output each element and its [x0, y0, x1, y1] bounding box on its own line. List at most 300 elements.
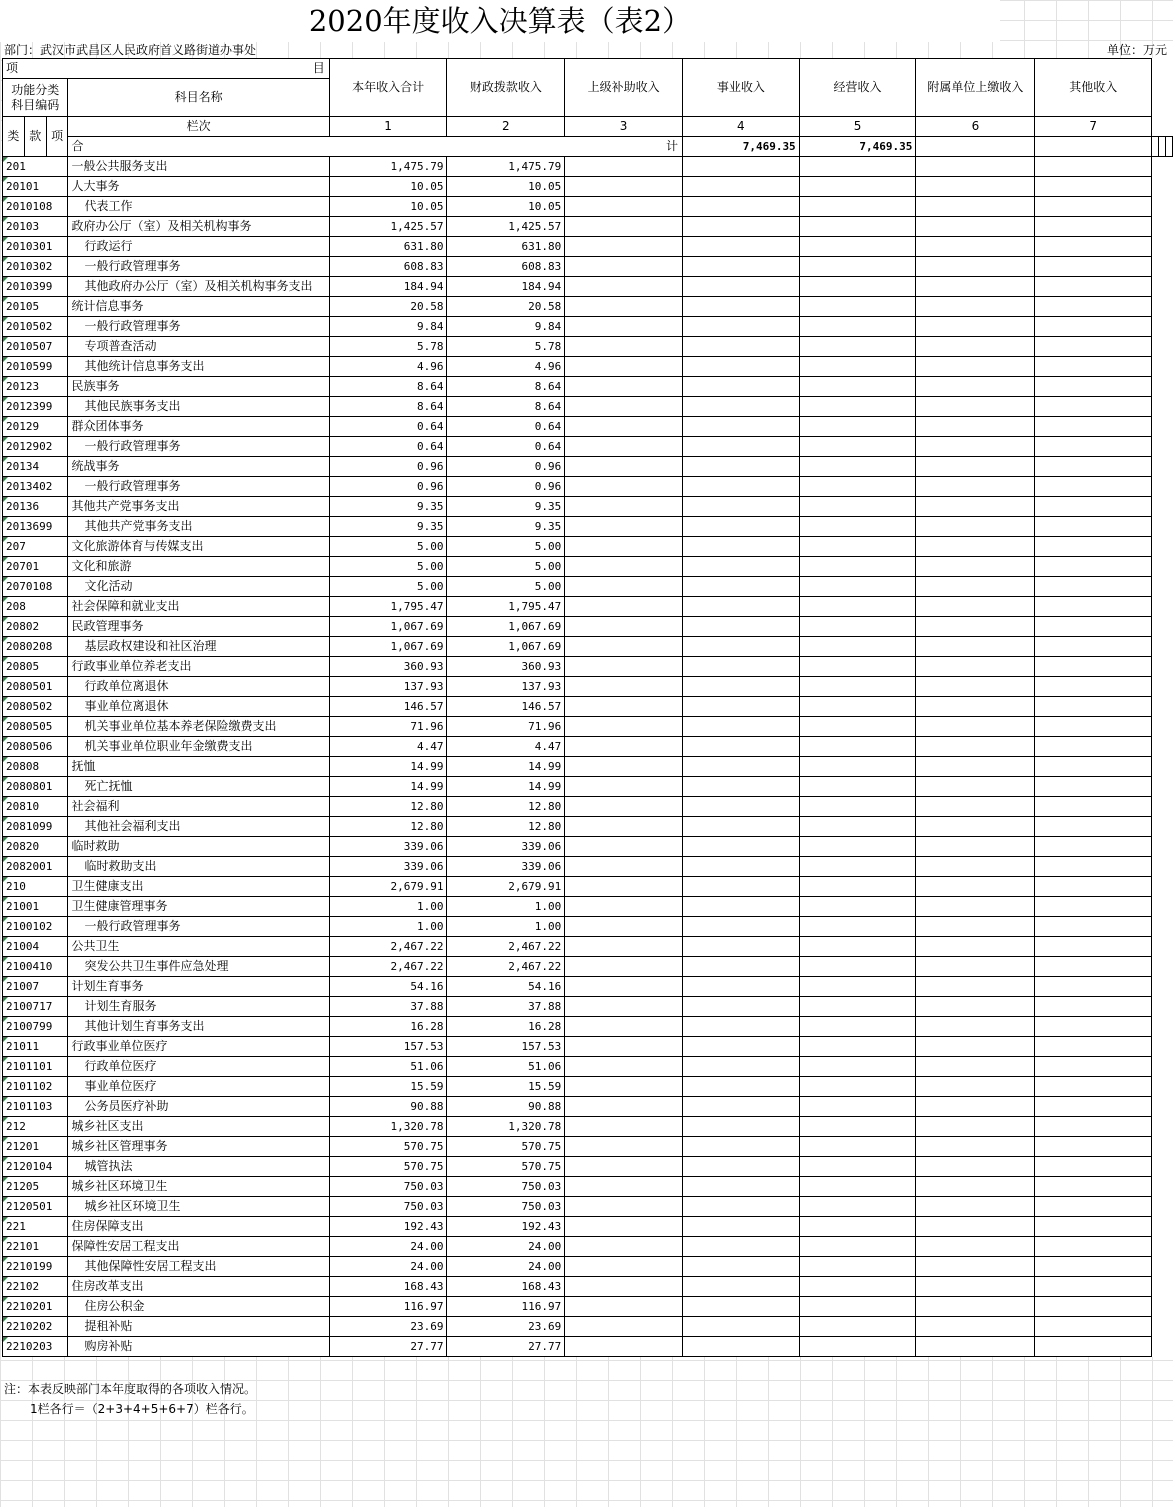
row-code: 2101103 [3, 1097, 68, 1117]
row-c4 [682, 397, 799, 417]
row-name: 公共卫生 [68, 937, 329, 957]
row-code: 2210199 [3, 1257, 68, 1277]
row-code: 22102 [3, 1277, 68, 1297]
row-c7 [1035, 1317, 1152, 1337]
row-c2: 2,679.91 [447, 877, 565, 897]
row-c5 [799, 1317, 916, 1337]
row-c2: 570.75 [447, 1137, 565, 1157]
row-c1: 5.78 [329, 337, 447, 357]
row-c1: 168.43 [329, 1277, 447, 1297]
col-header-1: 本年收入合计 [329, 59, 447, 117]
row-c5 [799, 757, 916, 777]
row-c6 [916, 497, 1035, 517]
row-c4 [682, 737, 799, 757]
row-c6 [916, 1257, 1035, 1277]
row-c6 [916, 397, 1035, 417]
table-row [3, 1057, 1173, 1077]
row-c4 [682, 1117, 799, 1137]
row-c7 [1035, 1257, 1152, 1277]
row-c6 [916, 337, 1035, 357]
row-c7 [1035, 317, 1152, 337]
row-c5 [799, 277, 916, 297]
row-c7 [1035, 537, 1152, 557]
row-c4 [682, 797, 799, 817]
row-name: 公务员医疗补助 [68, 1097, 329, 1117]
row-c3 [565, 857, 683, 877]
row-c6 [916, 1217, 1035, 1237]
row-code: 2100102 [3, 917, 68, 937]
row-c1: 750.03 [329, 1197, 447, 1217]
row-c3 [565, 997, 683, 1017]
row-c7 [1035, 557, 1152, 577]
row-code: 20808 [3, 757, 68, 777]
row-c5 [799, 737, 916, 757]
row-c1: 750.03 [329, 1177, 447, 1197]
row-c1: 137.93 [329, 677, 447, 697]
row-code: 2100799 [3, 1017, 68, 1037]
row-c4 [682, 1297, 799, 1317]
row-c5 [799, 1057, 916, 1077]
row-code: 2080208 [3, 637, 68, 657]
row-c1: 8.64 [329, 397, 447, 417]
row-c1: 12.80 [329, 797, 447, 817]
row-c7 [1035, 517, 1152, 537]
row-c4 [682, 917, 799, 937]
table-row [3, 997, 1173, 1017]
row-c1: 9.84 [329, 317, 447, 337]
table-row [3, 677, 1173, 697]
row-c1: 20.58 [329, 297, 447, 317]
row-c4 [682, 1217, 799, 1237]
row-c1: 1,067.69 [329, 617, 447, 637]
row-name: 城管执法 [68, 1157, 329, 1177]
row-c1: 570.75 [329, 1137, 447, 1157]
row-c7 [1035, 937, 1152, 957]
table-row [3, 1097, 1173, 1117]
row-c7 [1035, 297, 1152, 317]
row-code: 21201 [3, 1137, 68, 1157]
row-c2: 5.00 [447, 537, 565, 557]
row-c7 [1035, 897, 1152, 917]
row-c1: 10.05 [329, 197, 447, 217]
row-c5 [799, 937, 916, 957]
row-name: 住房保障支出 [68, 1217, 329, 1237]
row-c2: 5.78 [447, 337, 565, 357]
row-c3 [565, 257, 683, 277]
row-c2: 157.53 [447, 1037, 565, 1057]
row-c3 [565, 777, 683, 797]
row-c1: 2,467.22 [329, 957, 447, 977]
row-c1: 0.96 [329, 457, 447, 477]
row-c7 [1035, 577, 1152, 597]
row-c3 [565, 317, 683, 337]
table-row [3, 1237, 1173, 1257]
row-c3 [565, 557, 683, 577]
row-c3 [565, 717, 683, 737]
row-code: 2080801 [3, 777, 68, 797]
table-row [3, 717, 1173, 737]
row-c5 [799, 1117, 916, 1137]
row-c2: 184.94 [447, 277, 565, 297]
row-c3 [565, 677, 683, 697]
table-row [3, 917, 1173, 937]
table-row [3, 357, 1173, 377]
row-name: 死亡抚恤 [68, 777, 329, 797]
row-c4 [682, 997, 799, 1017]
row-name: 民族事务 [68, 377, 329, 397]
row-c6 [916, 1097, 1035, 1117]
row-c2: 339.06 [447, 857, 565, 877]
row-c1: 1,320.78 [329, 1117, 447, 1137]
total-row [3, 137, 1173, 157]
row-code: 20802 [3, 617, 68, 637]
row-code: 20101 [3, 177, 68, 197]
row-c4 [682, 457, 799, 477]
table-row [3, 697, 1173, 717]
total-c1: 7,469.35 [682, 137, 799, 157]
row-name: 一般行政管理事务 [68, 257, 329, 277]
table-row [3, 657, 1173, 677]
row-c6 [916, 297, 1035, 317]
row-code: 21004 [3, 937, 68, 957]
row-c2: 15.59 [447, 1077, 565, 1097]
row-c6 [916, 777, 1035, 797]
row-c6 [916, 937, 1035, 957]
row-c1: 15.59 [329, 1077, 447, 1097]
row-c1: 1,795.47 [329, 597, 447, 617]
row-c7 [1035, 177, 1152, 197]
row-c6 [916, 537, 1035, 557]
row-c7 [1035, 677, 1152, 697]
table-row [3, 1077, 1173, 1097]
table-row [3, 777, 1173, 797]
table-row [3, 1337, 1173, 1357]
row-c3 [565, 157, 683, 177]
row-name: 购房补贴 [68, 1337, 329, 1357]
row-code: 2101102 [3, 1077, 68, 1097]
row-c5 [799, 1017, 916, 1037]
row-c1: 16.28 [329, 1017, 447, 1037]
row-c5 [799, 997, 916, 1017]
row-c3 [565, 797, 683, 817]
row-c2: 1.00 [447, 917, 565, 937]
row-name: 卫生健康管理事务 [68, 897, 329, 917]
row-c4 [682, 1077, 799, 1097]
row-c6 [916, 1037, 1035, 1057]
row-c6 [916, 177, 1035, 197]
row-c6 [916, 517, 1035, 537]
row-c5 [799, 1257, 916, 1277]
row-c2: 4.96 [447, 357, 565, 377]
row-c7 [1035, 957, 1152, 977]
table-row [3, 477, 1173, 497]
table-row [3, 977, 1173, 997]
table-row [3, 1037, 1173, 1057]
row-c4 [682, 417, 799, 437]
row-c3 [565, 957, 683, 977]
row-c6 [916, 1237, 1035, 1257]
col-num-1: 1 [329, 117, 447, 137]
row-c7 [1035, 917, 1152, 937]
row-c2: 16.28 [447, 1017, 565, 1037]
row-name: 计划生育服务 [68, 997, 329, 1017]
header-lanci: 栏次 [68, 117, 329, 137]
row-c3 [565, 537, 683, 557]
row-c4 [682, 1237, 799, 1257]
row-c2: 14.99 [447, 757, 565, 777]
row-c3 [565, 577, 683, 597]
row-c5 [799, 157, 916, 177]
row-c5 [799, 917, 916, 937]
row-name: 城乡社区管理事务 [68, 1137, 329, 1157]
row-c3 [565, 1297, 683, 1317]
row-c1: 5.00 [329, 557, 447, 577]
row-c7 [1035, 417, 1152, 437]
row-c6 [916, 437, 1035, 457]
table-row [3, 1197, 1173, 1217]
row-c2: 168.43 [447, 1277, 565, 1297]
row-c7 [1035, 197, 1152, 217]
row-c4 [682, 817, 799, 837]
row-c1: 5.00 [329, 537, 447, 557]
row-c3 [565, 1077, 683, 1097]
row-c6 [916, 377, 1035, 397]
row-code: 2120104 [3, 1157, 68, 1177]
row-c3 [565, 477, 683, 497]
row-c4 [682, 1057, 799, 1077]
table-row [3, 1277, 1173, 1297]
row-c7 [1035, 357, 1152, 377]
table-row [3, 1217, 1173, 1237]
row-c5 [799, 217, 916, 237]
header-xiangmu [3, 59, 330, 79]
header-func-code: 功能分类 科目编码 [3, 79, 68, 117]
row-c2: 1,067.69 [447, 617, 565, 637]
row-c5 [799, 377, 916, 397]
row-c6 [916, 617, 1035, 637]
department-label: 部门：武汉市武昌区人民政府首义路街道办事处 [4, 43, 257, 57]
row-c2: 1,067.69 [447, 637, 565, 657]
total-c6 [1159, 137, 1166, 157]
table-row [3, 437, 1173, 457]
table-row [3, 417, 1173, 437]
row-c2: 2,467.22 [447, 937, 565, 957]
table-row [3, 377, 1173, 397]
row-code: 2080506 [3, 737, 68, 757]
row-name: 住房改革支出 [68, 1277, 329, 1297]
row-c1: 12.80 [329, 817, 447, 837]
table-row [3, 737, 1173, 757]
row-c3 [565, 897, 683, 917]
note-2: 1栏各行＝（2+3+4+5+6+7）栏各行。 [30, 1402, 254, 1416]
row-c3 [565, 1157, 683, 1177]
row-code: 2210202 [3, 1317, 68, 1337]
row-c3 [565, 757, 683, 777]
note-1: 注：本表反映部门本年度取得的各项收入情况。 [4, 1382, 257, 1396]
row-name: 一般行政管理事务 [68, 477, 329, 497]
row-name: 住房公积金 [68, 1297, 329, 1317]
table-row [3, 537, 1173, 557]
col-num-4: 4 [682, 117, 799, 137]
row-c1: 1.00 [329, 897, 447, 917]
row-c2: 9.35 [447, 517, 565, 537]
row-c5 [799, 1277, 916, 1297]
row-c2: 570.75 [447, 1157, 565, 1177]
row-c7 [1035, 837, 1152, 857]
col-num-6: 6 [916, 117, 1035, 137]
row-c1: 5.00 [329, 577, 447, 597]
row-code: 2080505 [3, 717, 68, 737]
row-code: 20129 [3, 417, 68, 437]
row-c5 [799, 197, 916, 217]
row-c7 [1035, 1217, 1152, 1237]
row-c6 [916, 1317, 1035, 1337]
row-c1: 1,475.79 [329, 157, 447, 177]
row-c3 [565, 1117, 683, 1137]
row-c4 [682, 337, 799, 357]
row-name: 其他统计信息事务支出 [68, 357, 329, 377]
table-row [3, 157, 1173, 177]
row-c2: 0.96 [447, 457, 565, 477]
row-c2: 5.00 [447, 557, 565, 577]
row-c2: 90.88 [447, 1097, 565, 1117]
row-c2: 27.77 [447, 1337, 565, 1357]
row-c6 [916, 237, 1035, 257]
row-code: 2010301 [3, 237, 68, 257]
row-c5 [799, 597, 916, 617]
row-c1: 24.00 [329, 1257, 447, 1277]
col-num-5: 5 [799, 117, 916, 137]
row-c2: 192.43 [447, 1217, 565, 1237]
row-c1: 4.47 [329, 737, 447, 757]
row-c5 [799, 1177, 916, 1197]
row-c7 [1035, 1017, 1152, 1037]
row-c7 [1035, 697, 1152, 717]
table-row [3, 957, 1173, 977]
row-c7 [1035, 1277, 1152, 1297]
row-name: 社会福利 [68, 797, 329, 817]
row-c5 [799, 357, 916, 377]
row-c7 [1035, 1237, 1152, 1257]
row-name: 其他政府办公厅（室）及相关机构事务支出 [68, 277, 329, 297]
row-c4 [682, 777, 799, 797]
row-c7 [1035, 257, 1152, 277]
row-c4 [682, 1277, 799, 1297]
row-c6 [916, 737, 1035, 757]
row-name: 保障性安居工程支出 [68, 1237, 329, 1257]
row-c1: 2,679.91 [329, 877, 447, 897]
col-num-3: 3 [565, 117, 683, 137]
row-c4 [682, 277, 799, 297]
row-c6 [916, 1057, 1035, 1077]
row-c7 [1035, 1177, 1152, 1197]
row-code: 20134 [3, 457, 68, 477]
row-c2: 12.80 [447, 817, 565, 837]
row-c6 [916, 837, 1035, 857]
row-c6 [916, 1017, 1035, 1037]
row-c5 [799, 1237, 916, 1257]
row-c6 [916, 557, 1035, 577]
row-c1: 184.94 [329, 277, 447, 297]
row-c7 [1035, 1117, 1152, 1137]
row-c3 [565, 1037, 683, 1057]
table-row [3, 857, 1173, 877]
row-code: 2013402 [3, 477, 68, 497]
col-header-5: 经营收入 [799, 59, 916, 117]
row-name: 临时救助支出 [68, 857, 329, 877]
row-c3 [565, 1237, 683, 1257]
row-c4 [682, 437, 799, 457]
row-c7 [1035, 217, 1152, 237]
row-c6 [916, 277, 1035, 297]
row-c7 [1035, 1197, 1152, 1217]
row-c1: 90.88 [329, 1097, 447, 1117]
row-c2: 360.93 [447, 657, 565, 677]
row-c7 [1035, 617, 1152, 637]
row-c4 [682, 557, 799, 577]
row-c2: 1,795.47 [447, 597, 565, 617]
row-name: 基层政权建设和社区治理 [68, 637, 329, 657]
row-name: 其他共产党事务支出 [68, 497, 329, 517]
row-c6 [916, 657, 1035, 677]
row-c7 [1035, 1157, 1152, 1177]
row-c5 [799, 317, 916, 337]
row-c5 [799, 617, 916, 637]
row-c3 [565, 177, 683, 197]
table-row [3, 937, 1173, 957]
row-name: 事业单位医疗 [68, 1077, 329, 1097]
row-name: 城乡社区支出 [68, 1117, 329, 1137]
row-name: 文化旅游体育与传媒支出 [68, 537, 329, 557]
row-c5 [799, 1157, 916, 1177]
row-name: 事业单位离退休 [68, 697, 329, 717]
row-c3 [565, 337, 683, 357]
row-c3 [565, 377, 683, 397]
table-row [3, 1317, 1173, 1337]
row-c3 [565, 657, 683, 677]
row-c6 [916, 1177, 1035, 1197]
row-c3 [565, 1217, 683, 1237]
row-c3 [565, 1177, 683, 1197]
table-row [3, 1157, 1173, 1177]
row-c4 [682, 1257, 799, 1277]
row-c2: 23.69 [447, 1317, 565, 1337]
row-c2: 8.64 [447, 377, 565, 397]
row-c4 [682, 197, 799, 217]
row-code: 2010599 [3, 357, 68, 377]
row-name: 卫生健康支出 [68, 877, 329, 897]
table-row [3, 897, 1173, 917]
row-code: 2012399 [3, 397, 68, 417]
row-name: 民政管理事务 [68, 617, 329, 637]
row-name: 行政事业单位医疗 [68, 1037, 329, 1057]
row-code: 2120501 [3, 1197, 68, 1217]
row-c1: 116.97 [329, 1297, 447, 1317]
row-code: 2081099 [3, 817, 68, 837]
row-c7 [1035, 157, 1152, 177]
row-c2: 24.00 [447, 1257, 565, 1277]
table-row [3, 1177, 1173, 1197]
row-c1: 146.57 [329, 697, 447, 717]
row-c6 [916, 577, 1035, 597]
row-c4 [682, 217, 799, 237]
row-c7 [1035, 1297, 1152, 1317]
row-c4 [682, 1097, 799, 1117]
row-c6 [916, 217, 1035, 237]
table-row [3, 1137, 1173, 1157]
row-code: 20136 [3, 497, 68, 517]
row-c6 [916, 357, 1035, 377]
